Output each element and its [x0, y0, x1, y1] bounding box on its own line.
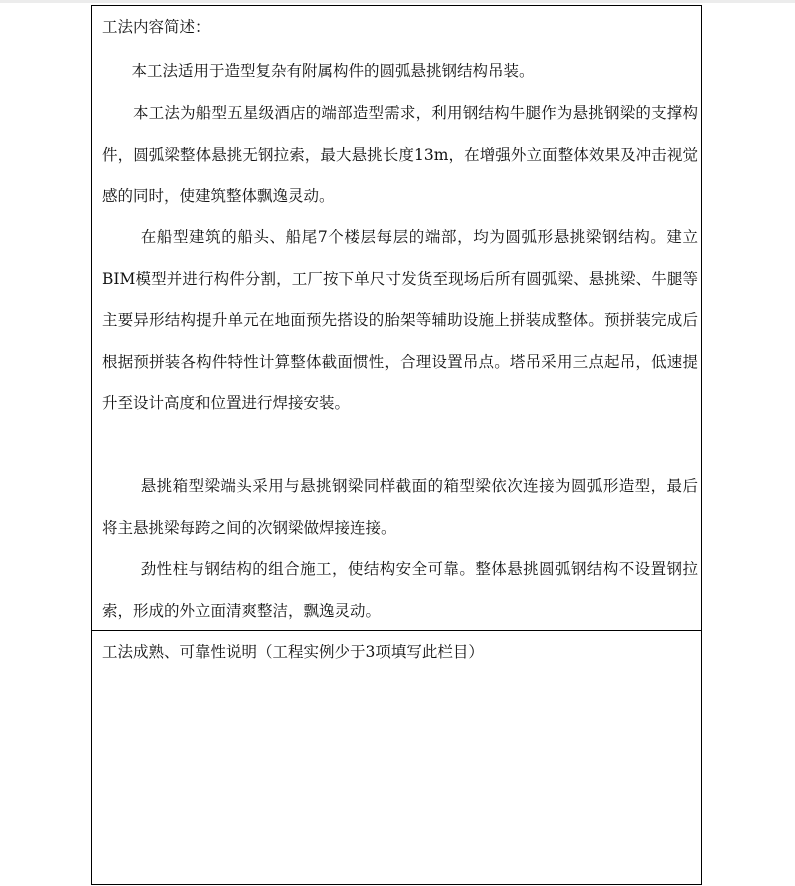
summary-paragraph-1: 本工法适用于造型复杂有附属构件的圆弧悬挑钢结构吊装。	[131, 62, 535, 80]
summary-paragraph-4: 悬挑箱型梁端头采用与悬挑钢梁同样截面的箱型梁依次连接为圆弧形造型，最后将主悬挑梁每跨之间的次钢梁做焊接连接。	[102, 477, 698, 537]
maturity-heading: 工法成熟、可靠性说明（工程实例少于3项填写此栏目）	[102, 643, 484, 661]
document-table	[91, 5, 702, 885]
summary-paragraph-2: 本工法为船型五星级酒店的端部造型需求，利用钢结构牛腿作为悬挑钢梁的支撑构件，圆弧梁整体悬挑无钢拉索，最大悬挑长度13m，在增强外立面整体效果及冲击视觉感的同时，使建筑整体飘逸灵动。	[102, 104, 698, 205]
method-summary-cell	[92, 6, 701, 631]
maturity-cell	[92, 631, 701, 886]
page-top-edge	[0, 0, 795, 3]
method-summary-heading: 工法内容简述：	[102, 18, 211, 36]
summary-paragraph-3: 在船型建筑的船头、船尾7个楼层每层的端部，均为圆弧形悬挑梁钢结构。建立BIM模型并进行构件分割，工厂按下单尺寸发货至现场后所有圆弧梁、悬挑梁、牛腿等主要异形结构提升单元在地面预先搭设的胎架等辅助设施上拼装成整体。预拼装完成后根据预拼装各构件特性计算整体截面惯性，合理设置吊点。塔吊采用三点起吊，低速提升至设计高度和位置进行焊接安装。	[102, 228, 698, 412]
summary-paragraph-5: 劲性柱与钢结构的组合施工，使结构安全可靠。整体悬挑圆弧钢结构不设置钢拉索，形成的外立面清爽整洁，飘逸灵动。	[102, 560, 698, 620]
